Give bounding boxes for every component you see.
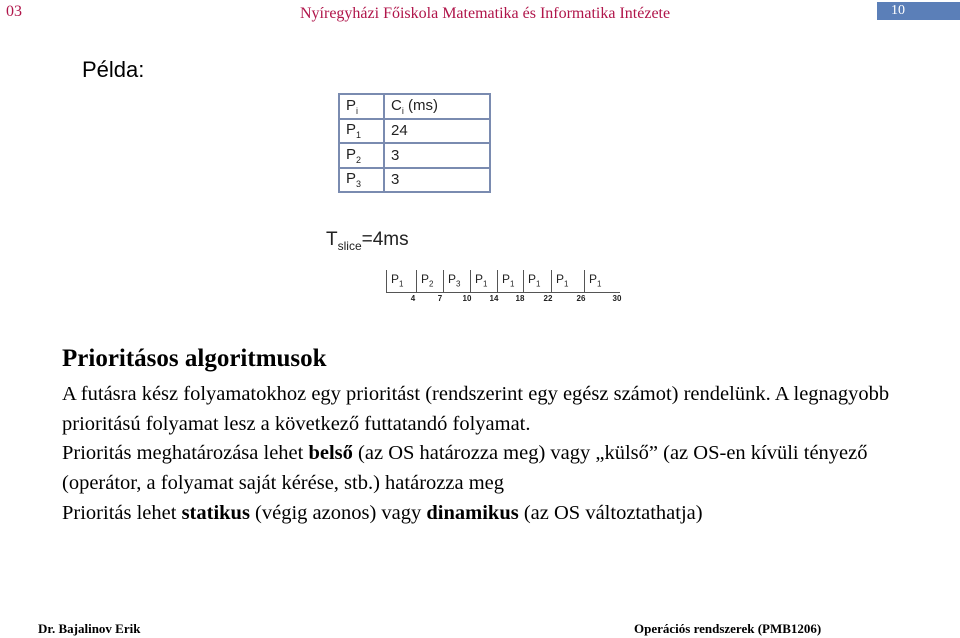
gantt-divider [584, 270, 585, 293]
gantt-tick-label: 7 [437, 294, 443, 303]
gantt-segment-label: $P_1$ [391, 272, 404, 289]
footer-course: Operációs rendszerek (PMB1206) [634, 621, 822, 636]
gantt-divider [551, 270, 552, 293]
header-time-cell: $C_i$ (ms) [384, 94, 490, 119]
gantt-segment-label: $P_1$ [589, 272, 602, 289]
table-row [339, 119, 490, 144]
table-row [339, 168, 490, 193]
gantt-segment-label: $P_1$ [475, 272, 488, 289]
body-text [62, 380, 922, 529]
header-bar [0, 0, 960, 26]
footer-author: Dr. Bajalinov Erik [38, 621, 141, 636]
gantt-segment-label: $P_1$ [502, 272, 515, 289]
gantt-segment-label: $P_3$ [448, 272, 461, 289]
gantt-divider [497, 270, 498, 293]
gantt-tick-label: 10 [462, 294, 472, 303]
slide-code: 03 [6, 3, 22, 20]
gantt-chart [386, 266, 626, 306]
institution-title: Nyíregyházi Főiskola Matematika és Informatika Intézete [300, 5, 671, 22]
example-label: Példa: [82, 57, 145, 82]
paragraph-intro: A futásra kész folyamatokhoz egy prioritást (rendszerint egy egész számot) rendelünk. A legnagyobb prioritású folyamat lesz a következő futtatandó folyamat. [62, 383, 890, 435]
gantt-tick-label: 18 [515, 294, 525, 303]
gantt-divider [443, 270, 444, 293]
gantt-segment-label: $P_1$ [556, 272, 569, 289]
process-name-cell: $P_2$ [339, 143, 384, 168]
gantt-tick-label: 26 [576, 294, 586, 303]
paragraph-priority-source: Prioritás meghatározása lehet belső (az OS határozza meg) vagy „külső” (az OS-en kívüli tényező (operátor, a folyamat saját kérése, stb.) határozza meg [62, 442, 868, 495]
burst-time-cell: 3 [384, 143, 490, 168]
gantt-tick-label: 30 [612, 294, 622, 303]
gantt-tick-label: 4 [410, 294, 416, 303]
gantt-divider [416, 270, 417, 293]
paragraph-priority-type: Prioritás lehet statikus (végig azonos) vagy dinamikus (az OS változtathatja) [62, 501, 703, 524]
gantt-divider [386, 270, 387, 293]
section-title: Prioritásos algoritmusok [62, 345, 327, 372]
table-row [339, 143, 490, 168]
table-header-row [339, 94, 490, 119]
process-name-cell: $P_3$ [339, 168, 384, 193]
gantt-segment-label: $P_1$ [528, 272, 541, 289]
header-process-cell: $P_i$ [339, 94, 384, 119]
gantt-tick-label: 22 [543, 294, 553, 303]
gantt-divider [523, 270, 524, 293]
gantt-divider [470, 270, 471, 293]
gantt-segment-label: $P_2$ [421, 272, 434, 289]
process-name-cell: $P_1$ [339, 119, 384, 144]
page-number-box [877, 2, 960, 20]
time-slice-label: $T_{slice}=4ms$ [326, 229, 409, 253]
burst-time-cell: 24 [384, 119, 490, 144]
gantt-tick-label: 14 [489, 294, 499, 303]
process-table [338, 93, 491, 193]
burst-time-cell: 3 [384, 168, 490, 193]
page-number: 10 [891, 3, 905, 18]
